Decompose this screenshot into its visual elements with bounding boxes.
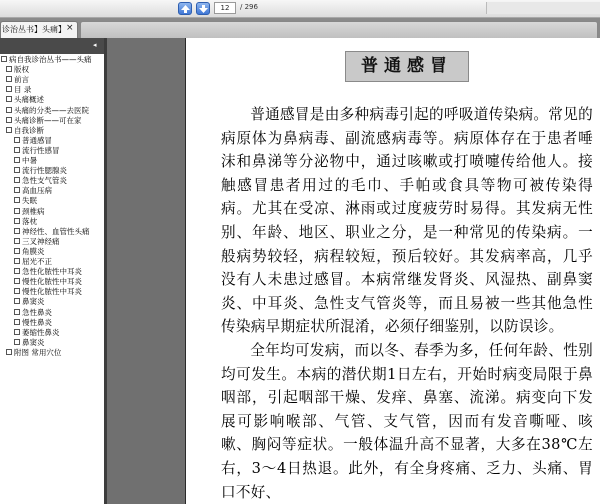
bookmark-item[interactable] bbox=[0, 237, 118, 247]
page-number-input[interactable] bbox=[214, 2, 236, 14]
bookmark-node-icon bbox=[6, 86, 12, 92]
top-toolbar bbox=[0, 0, 600, 18]
bookmark-item[interactable] bbox=[0, 227, 118, 237]
previous-page-button[interactable] bbox=[178, 2, 192, 15]
bookmark-item-label: 目 录 bbox=[14, 85, 32, 95]
chapter-title: 普通感冒 bbox=[361, 56, 453, 76]
collapse-sidebar-icon[interactable]: ◂ bbox=[93, 41, 97, 49]
bookmark-item-label: 萎缩性鼻炎 bbox=[22, 327, 60, 337]
bookmark-item-label: 中暑 bbox=[22, 156, 37, 165]
bookmark-item[interactable] bbox=[0, 156, 118, 166]
bookmark-item-label: 落枕 bbox=[22, 216, 37, 226]
bookmark-item-label: 鼻窦炎 bbox=[22, 337, 45, 347]
bookmark-node-icon bbox=[14, 278, 20, 284]
bookmark-node-icon bbox=[14, 147, 20, 153]
bookmark-item-label: 慢性化脓性中耳炎 bbox=[22, 277, 82, 287]
bookmark-item-label: 屈光不正 bbox=[22, 257, 52, 266]
bookmark-item[interactable] bbox=[0, 186, 118, 196]
bookmark-node-icon bbox=[14, 309, 20, 315]
bookmark-item[interactable] bbox=[0, 287, 118, 297]
bookmark-node-icon bbox=[14, 137, 20, 143]
bookmark-item-label: 自我诊断 bbox=[14, 125, 44, 135]
bookmark-node-icon bbox=[6, 76, 12, 82]
tab-document[interactable] bbox=[0, 21, 78, 38]
bookmark-item-label: 头痛的分类——去医院 bbox=[14, 105, 89, 115]
arrow-up-icon bbox=[181, 5, 190, 13]
bookmark-sidebar bbox=[0, 38, 105, 504]
bookmark-node-icon bbox=[14, 238, 20, 244]
bookmark-node-icon bbox=[1, 56, 7, 62]
bookmark-item[interactable] bbox=[0, 146, 118, 156]
bookmark-item[interactable] bbox=[0, 126, 110, 136]
bookmark-item-label: 急性鼻炎 bbox=[22, 307, 52, 317]
bookmark-item-label: 急性支气管炎 bbox=[22, 176, 67, 186]
bookmark-node-icon bbox=[14, 177, 20, 183]
bookmark-item[interactable] bbox=[0, 136, 118, 146]
tab-document-label: 诊治丛书】头痛】 bbox=[2, 25, 66, 34]
bookmark-item-label: 三叉神经痛 bbox=[22, 236, 60, 246]
bookmark-node-icon bbox=[14, 248, 20, 254]
bookmark-item-label: 失眠 bbox=[22, 196, 37, 206]
bookmark-item[interactable] bbox=[0, 176, 118, 186]
bookmark-item[interactable] bbox=[0, 297, 118, 307]
arrow-down-icon bbox=[199, 5, 208, 13]
bookmark-item-label: 普通感冒 bbox=[22, 135, 52, 145]
bookmark-node-icon bbox=[14, 258, 20, 264]
bookmark-node-icon bbox=[6, 107, 12, 113]
paragraph: 普通感冒是由多种病毒引起的呼吸道传染病。常见的病原体为鼻病毒、副流感病毒等。病原体存在于患者唾沫和鼻涕等分泌物中，通过咳嗽或打喷嚏传给他人。接触感冒患者用过的毛巾、手帕或食具等物可被传染得病。尤其在受凉、淋雨或过度疲劳时易得。其发病无性别、年龄、地区、职业之分，是一种常见的传染病。一般病势较轻，病程较短，预后较好。其发病率高，几乎没有人未患过感冒。本病常继发肾炎、风湿热、副鼻窦炎、中耳炎、急性支气管炎等，而且易被一些其他急性传染病早期症状所混淆，必须仔细鉴别，以防误诊。 bbox=[221, 106, 593, 336]
bookmark-item-label: 颈椎病 bbox=[22, 206, 45, 216]
bookmark-node-icon bbox=[14, 208, 20, 214]
bookmark-node-icon bbox=[14, 157, 20, 163]
bookmark-node-icon bbox=[6, 349, 12, 355]
bookmark-item[interactable] bbox=[0, 318, 118, 328]
bookmark-node-icon bbox=[6, 96, 12, 102]
bookmark-node-icon bbox=[14, 319, 20, 325]
bookmark-item[interactable] bbox=[0, 207, 118, 217]
bookmark-node-icon bbox=[6, 117, 12, 123]
bookmark-item[interactable] bbox=[0, 75, 110, 85]
bookmark-node-icon bbox=[14, 268, 20, 274]
bookmark-node-icon bbox=[6, 127, 12, 133]
bookmark-node-icon bbox=[14, 228, 20, 234]
sidebar-header bbox=[0, 38, 105, 54]
bookmark-item-label: 版权 bbox=[14, 65, 29, 75]
bookmark-node-icon bbox=[14, 288, 20, 294]
bookmark-item-label: 病自我诊治丛书——头痛 bbox=[9, 55, 92, 64]
bookmark-item-label: 慢性鼻炎 bbox=[22, 317, 52, 327]
bookmark-item[interactable] bbox=[0, 65, 110, 75]
bookmark-item[interactable] bbox=[0, 247, 118, 257]
bookmark-item[interactable] bbox=[0, 95, 110, 105]
bookmark-item[interactable] bbox=[0, 277, 118, 287]
bookmark-node-icon bbox=[6, 66, 12, 72]
bookmark-item-label: 鼻窦炎 bbox=[22, 297, 45, 307]
paragraph: 全年均可发病，而以冬、春季为多，任何年龄、性别均可发生。本病的潜伏期1日左右，开始时病变局限于鼻咽部，引起咽部干燥、发痒、鼻塞、流涕。病变向下发展可影响喉部、气管、支气管，因而有发音嘶哑、咳嗽、胸闷等症状。一般体温升高不显著，大多在38℃左右，3～4日热退。此外，有全身疼痛、乏力、头痛、胃口不好、 bbox=[221, 341, 593, 501]
bookmark-node-icon bbox=[14, 298, 20, 304]
bookmark-item-label: 流行性感冒 bbox=[22, 145, 60, 155]
chapter-title-box bbox=[345, 51, 469, 82]
document-body bbox=[221, 103, 593, 504]
bookmark-item-label: 急性化脓性中耳炎 bbox=[22, 267, 82, 277]
close-icon[interactable]: × bbox=[66, 23, 74, 33]
bookmark-item[interactable] bbox=[0, 85, 110, 95]
bookmark-item-label: 角膜炎 bbox=[22, 246, 45, 256]
bookmark-item[interactable] bbox=[0, 55, 105, 65]
bookmark-item[interactable] bbox=[0, 267, 118, 277]
bookmark-item[interactable] bbox=[0, 217, 118, 227]
bookmark-item[interactable] bbox=[0, 308, 118, 318]
bookmark-item[interactable] bbox=[0, 348, 110, 358]
bookmark-item[interactable] bbox=[0, 196, 118, 206]
bookmark-item-label: 慢性化脓性中耳炎 bbox=[22, 287, 82, 297]
bookmark-node-icon bbox=[14, 197, 20, 203]
toolbar-right-panel bbox=[486, 2, 600, 14]
page-total-label: / 296 bbox=[240, 3, 258, 11]
bookmark-item-label: 附图 常用穴位 bbox=[14, 347, 62, 357]
bookmark-item-label: 头痛诊断——可在家 bbox=[14, 115, 82, 125]
bookmark-item-label: 头痛概述 bbox=[14, 95, 44, 105]
bookmark-item[interactable] bbox=[0, 116, 110, 126]
tab-strip-background bbox=[80, 21, 598, 38]
bookmark-item-label: 流行性腮腺炎 bbox=[22, 166, 67, 176]
bookmark-item[interactable] bbox=[0, 328, 118, 338]
bookmark-item-label: 前言 bbox=[14, 75, 29, 85]
bookmark-item-label: 高血压病 bbox=[22, 186, 52, 196]
bookmark-item-label: 神经性、血管性头痛 bbox=[22, 226, 90, 236]
bookmark-node-icon bbox=[14, 167, 20, 173]
bookmark-node-icon bbox=[14, 339, 20, 345]
bookmark-node-icon bbox=[14, 187, 20, 193]
bookmark-item[interactable] bbox=[0, 338, 118, 348]
next-page-button[interactable] bbox=[196, 2, 210, 15]
tab-strip bbox=[0, 18, 600, 38]
bookmark-node-icon bbox=[14, 329, 20, 335]
bookmark-node-icon bbox=[14, 218, 20, 224]
bookmark-item[interactable] bbox=[0, 106, 110, 116]
bookmark-item[interactable] bbox=[0, 166, 118, 176]
bookmark-item[interactable] bbox=[0, 257, 118, 267]
